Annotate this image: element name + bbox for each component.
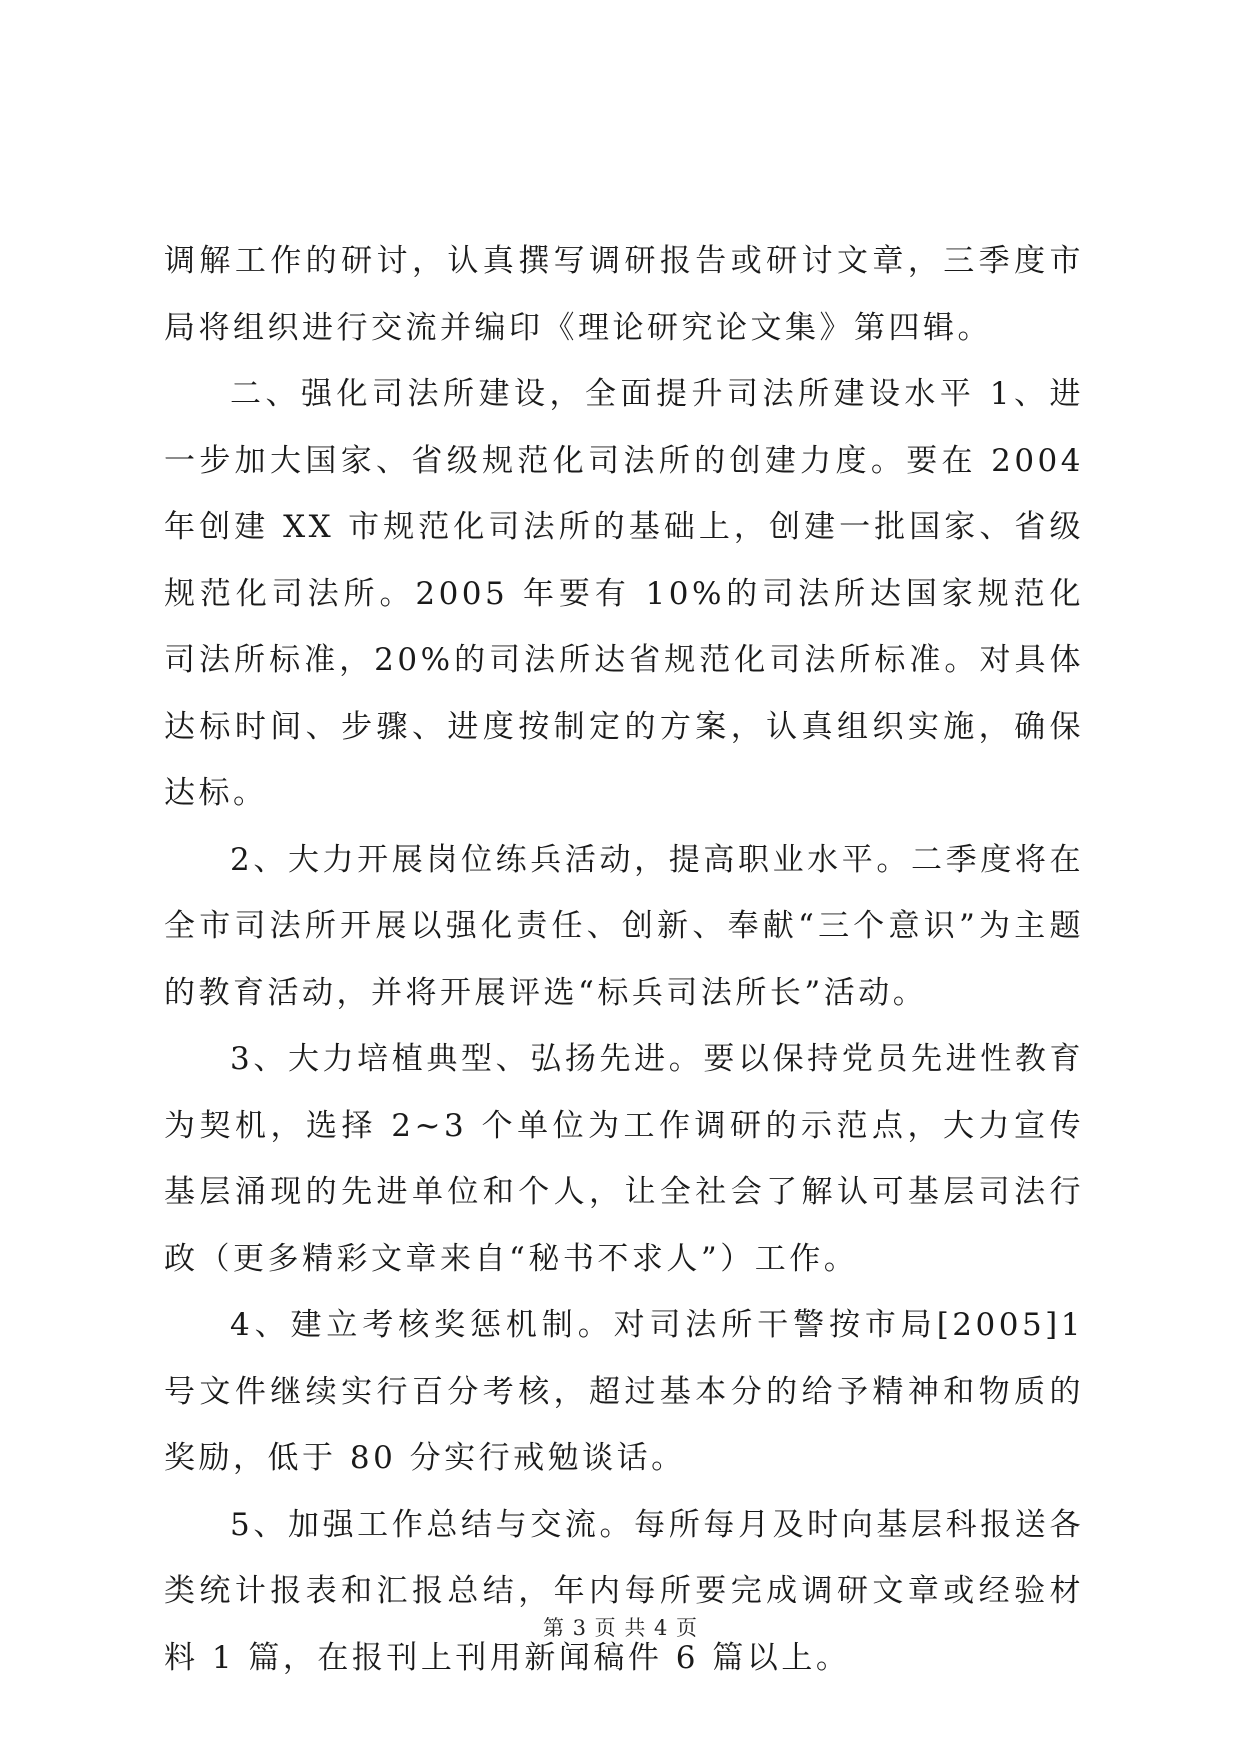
paragraph-section-2: 二、强化司法所建设，全面提升司法所建设水平 1、进一步加大国家、省级规范化司法所的创建力度。要在 2004 年创建 XX 市规范化司法所的基础上，创建一批国家、省级规范化司法所。2005 年要有 10%的司法所达国家规范化司法所标准，20%的司法所达省规范化司法所标准。对具体达标时间、步骤、进度按制定的方案，认真组织实施，确保达标。 <box>164 376 1084 811</box>
paragraph-item-5: 5、加强工作总结与交流。每所每月及时向基层科报送各类统计报表和汇报总结，年内每所要完成调研文章或经验材料 1 篇，在报刊上刊用新闻稿件 6 篇以上。 <box>164 1506 1084 1676</box>
paragraph-item-4: 4、建立考核奖惩机制。对司法所干警按市局[2005]1 号文件继续实行百分考核，超过基本分的给予精神和物质的奖励，低于 80 分实行戒勉谈话。 <box>164 1307 1084 1476</box>
document-body <box>164 228 1084 1691</box>
paragraph-continuation: 调解工作的研讨，认真撰写调研报告或研讨文章，三季度市局将组织进行交流并编印《理论研究论文集》第四辑。 <box>164 243 1084 346</box>
page-number-footer: 第 3 页 共 4 页 <box>542 1616 699 1640</box>
paragraph-item-3: 3、大力培植典型、弘扬先进。要以保持党员先进性教育为契机，选择 2~3 个单位为工作调研的示范点，大力宣传基层涌现的先进单位和个人，让全社会了解认可基层司法行政（更多精彩文章来自“秘书不求人”）工作。 <box>164 1041 1084 1277</box>
paragraph-item-2: 2、大力开展岗位练兵活动，提高职业水平。二季度将在全市司法所开展以强化责任、创新、奉献“三个意识”为主题的教育活动，并将开展评选“标兵司法所长”活动。 <box>164 841 1084 1011</box>
